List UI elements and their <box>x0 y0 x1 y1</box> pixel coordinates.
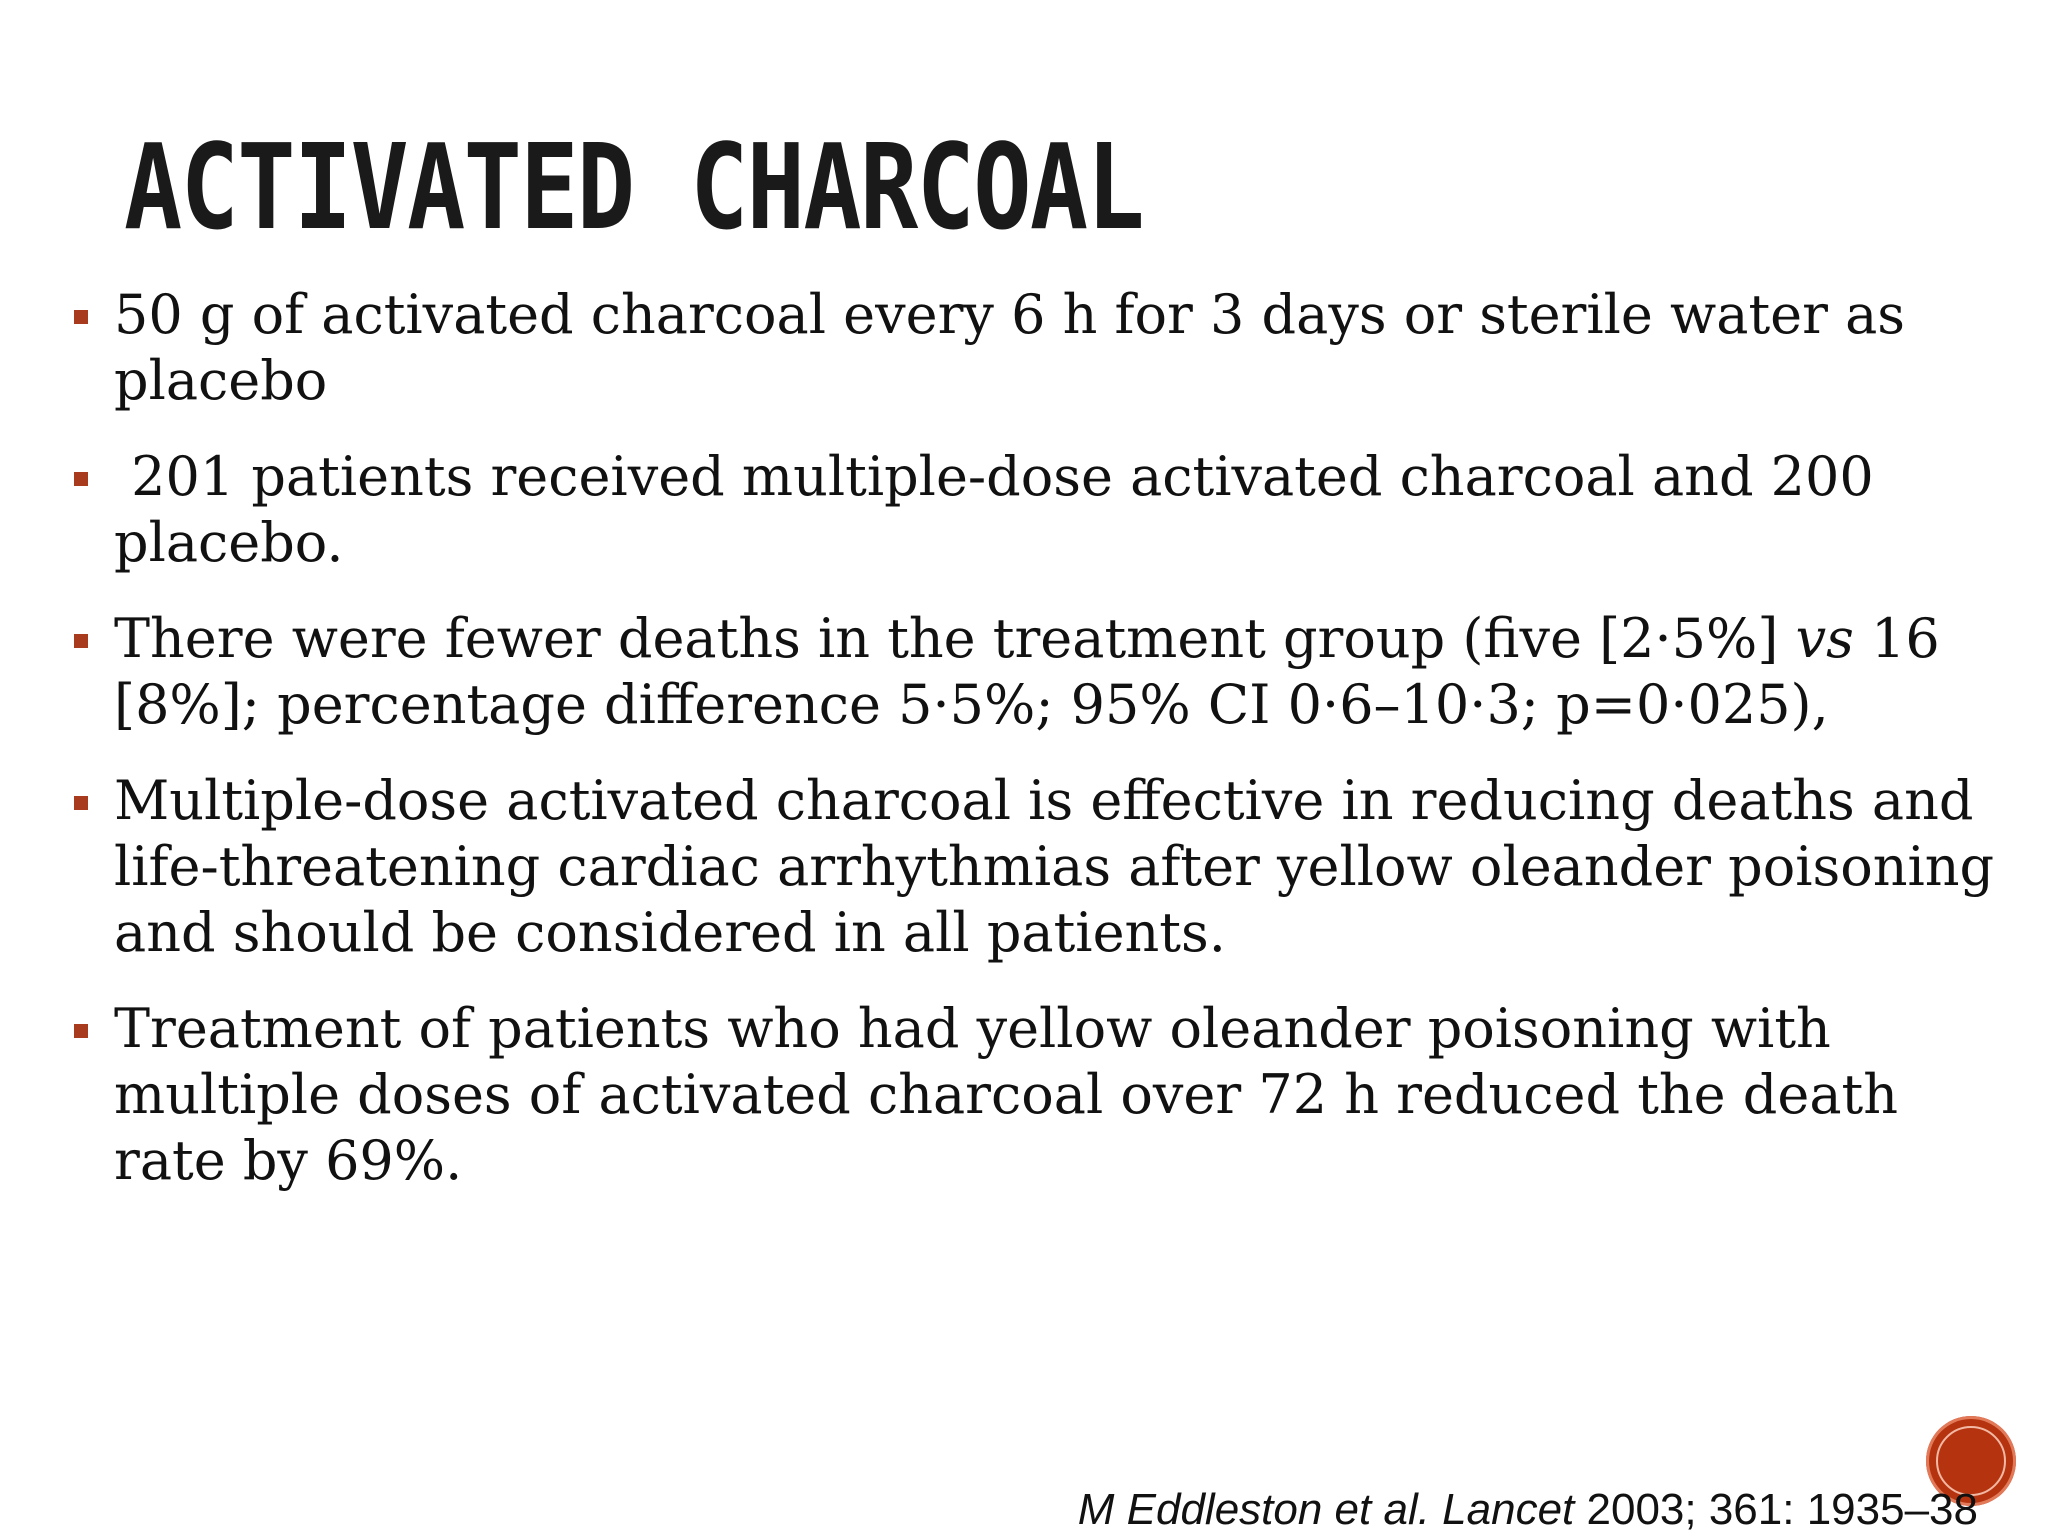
square-bullet-icon <box>74 796 88 810</box>
citation-journal: Lancet <box>1442 1485 1575 1534</box>
bullet-item <box>74 444 2004 576</box>
bullet-text-part: 16 [8%]; percentage difference 5·5%; 95% CI 0·6–10·3; p=0·025), <box>114 607 1940 736</box>
bullet-text: Treatment of patients who had yellow oleander poisoning with multiple doses of activated charcoal over 72 h reduced the death rate by 69%. <box>114 997 1899 1192</box>
bullet-item <box>74 768 2004 966</box>
citation <box>1078 1486 1978 1534</box>
bullet-item <box>74 282 2004 414</box>
bullet-text: 201 patients received multiple-dose activated charcoal and 200 placebo. <box>114 445 1891 574</box>
bullet-text: Multiple-dose activated charcoal is effective in reducing deaths and life-threatening cardiac arrhythmias after yellow oleander poisoning and should be considered in all patients. <box>114 769 1995 964</box>
square-bullet-icon <box>74 310 88 324</box>
slide-title: ACTIVATED CHARCOAL <box>124 118 1144 256</box>
square-bullet-icon <box>74 634 88 648</box>
bullet-item <box>74 606 2004 738</box>
bullet-list <box>74 282 2004 1224</box>
bullet-text <box>114 607 1940 736</box>
square-bullet-icon <box>74 472 88 486</box>
bullet-text-emphasis: vs <box>1795 607 1854 670</box>
square-bullet-icon <box>74 1024 88 1038</box>
bullet-text: 50 g of activated charcoal every 6 h for 3 days or sterile water as placebo <box>114 283 1905 412</box>
bullet-item <box>74 996 2004 1194</box>
citation-authors: M Eddleston et al. <box>1077 1485 1443 1534</box>
bullet-text-part: There were fewer deaths in the treatment group (five [2·5%] <box>114 607 1796 670</box>
citation-details: 2003; 361: 1935–38 <box>1574 1485 1978 1534</box>
